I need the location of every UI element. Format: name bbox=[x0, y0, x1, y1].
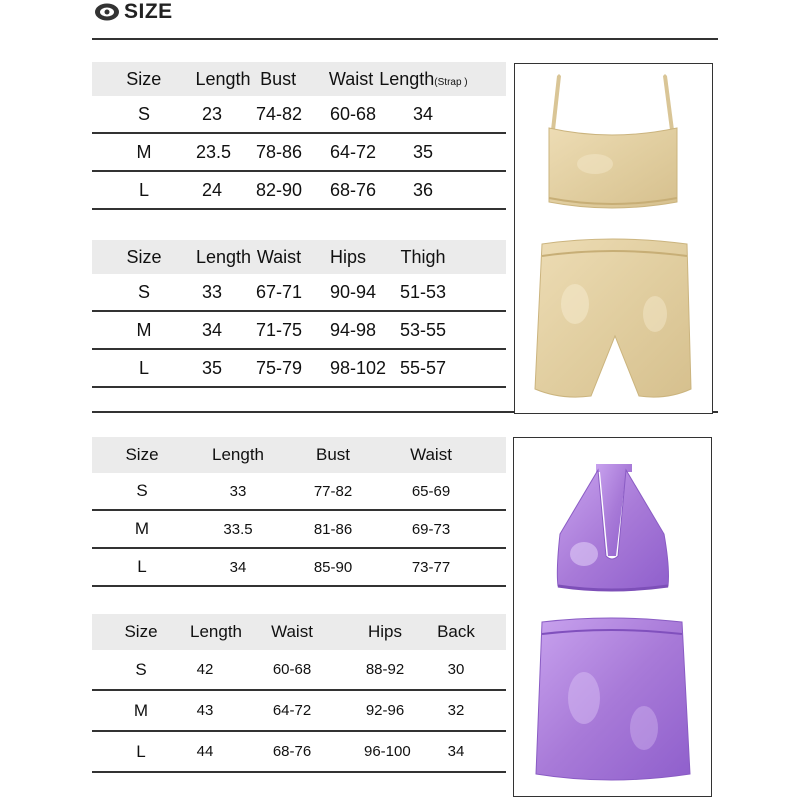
skirt-shape bbox=[536, 618, 690, 780]
cell-size: L bbox=[137, 557, 147, 576]
cell-size: S bbox=[135, 659, 147, 679]
cell-size: M bbox=[136, 141, 152, 162]
col-header-bust: Bust bbox=[315, 445, 351, 464]
cell-length: 33 bbox=[229, 482, 247, 500]
cell-length: 35 bbox=[201, 357, 223, 378]
cell-hips: 96-100 bbox=[364, 743, 411, 760]
col-header-back: Back bbox=[437, 622, 475, 641]
size-table-shorts bbox=[92, 240, 506, 388]
cell-waist: 75-79 bbox=[255, 357, 303, 378]
cami-strap-right bbox=[663, 74, 674, 130]
table-row bbox=[92, 650, 506, 691]
col-header-size: Size bbox=[126, 68, 162, 89]
cell-waist: 69-73 bbox=[411, 520, 451, 538]
product-photo-beige-set bbox=[514, 63, 713, 414]
cell-waist: 60-68 bbox=[272, 661, 312, 678]
table-header-row bbox=[92, 437, 506, 473]
table-row bbox=[92, 134, 506, 172]
col-header-waist: Waist bbox=[271, 622, 313, 641]
cell-waist: 73-77 bbox=[411, 558, 451, 576]
col-header-length: Length bbox=[196, 246, 252, 267]
cell-bust: 81-86 bbox=[313, 520, 353, 538]
col-header-strap-length bbox=[339, 69, 506, 90]
cell-length: 24 bbox=[201, 179, 223, 200]
cell-length: 44 bbox=[196, 743, 214, 760]
table-header-row bbox=[92, 240, 506, 274]
cell-waist: 67-71 bbox=[255, 281, 303, 302]
page-title: SIZE bbox=[124, 0, 173, 23]
cell-hips: 98-102 bbox=[330, 357, 387, 378]
table-row bbox=[92, 473, 506, 511]
size-table-skirt bbox=[92, 614, 506, 773]
cell-thigh: 51-53 bbox=[399, 281, 447, 302]
cell-length: 42 bbox=[196, 661, 214, 678]
cell-length: 23 bbox=[201, 103, 223, 124]
cell-thigh: 53-55 bbox=[399, 319, 447, 340]
cell-length: 43 bbox=[196, 702, 214, 719]
product-photo-purple-set bbox=[513, 437, 712, 797]
cell-strap-length: 36 bbox=[412, 179, 434, 200]
cell-size: L bbox=[136, 741, 146, 761]
cell-waist: 65-69 bbox=[411, 482, 451, 500]
col-header-length: Length bbox=[190, 622, 242, 641]
cell-size: S bbox=[136, 481, 148, 500]
table-row bbox=[92, 691, 506, 732]
col-header-length: Length bbox=[212, 445, 264, 464]
purple-set-illustration bbox=[514, 438, 711, 796]
col-header-size: Size bbox=[126, 246, 162, 267]
table-row bbox=[92, 312, 506, 350]
table-row bbox=[92, 732, 506, 773]
table-row bbox=[92, 350, 506, 388]
col-header-hips: Hips bbox=[330, 246, 367, 267]
cell-hips: 88-92 bbox=[365, 661, 405, 678]
size-table-cami-top bbox=[92, 62, 506, 210]
cell-size: L bbox=[138, 357, 149, 378]
cell-bust: 77-82 bbox=[313, 482, 353, 500]
cell-waist: 64-72 bbox=[330, 141, 377, 162]
header-rule bbox=[92, 38, 718, 40]
table-row bbox=[92, 549, 506, 587]
col-header-thigh: Thigh bbox=[400, 246, 446, 267]
cell-size: S bbox=[137, 103, 150, 124]
cell-length: 23.5 bbox=[196, 141, 232, 162]
cell-hips: 92-96 bbox=[365, 702, 405, 719]
cell-size: M bbox=[136, 319, 152, 340]
table-row bbox=[92, 96, 506, 134]
size-table-halter-top bbox=[92, 437, 506, 587]
cell-size: M bbox=[133, 700, 149, 720]
table-row bbox=[92, 274, 506, 312]
cell-waist: 60-68 bbox=[330, 103, 377, 124]
cell-size: S bbox=[137, 281, 150, 302]
table-row bbox=[92, 511, 506, 549]
cell-back: 32 bbox=[447, 702, 465, 719]
cami-strap-left bbox=[551, 74, 561, 130]
cell-length: 33 bbox=[201, 281, 223, 302]
col-header-waist: Waist bbox=[328, 68, 374, 89]
col-header-hips: Hips bbox=[367, 622, 402, 641]
cell-waist: 68-76 bbox=[272, 743, 312, 760]
cell-bust: 85-90 bbox=[313, 558, 353, 576]
size-logo-icon bbox=[94, 2, 120, 22]
beige-set-illustration bbox=[515, 64, 712, 413]
cell-length: 34 bbox=[229, 558, 247, 576]
col-header-bust: Bust bbox=[260, 68, 297, 89]
cell-back: 30 bbox=[447, 661, 465, 678]
cell-size: L bbox=[138, 179, 149, 200]
table-header-row bbox=[92, 62, 506, 96]
shorts-shape bbox=[535, 239, 691, 397]
cell-size: M bbox=[134, 519, 150, 538]
cell-waist: 64-72 bbox=[272, 702, 312, 719]
cell-hips: 94-98 bbox=[330, 319, 377, 340]
cell-strap-length: 34 bbox=[412, 103, 434, 124]
cami-top-shape bbox=[549, 128, 677, 208]
cell-length: 34 bbox=[201, 319, 223, 340]
table-header-row bbox=[92, 614, 506, 650]
cell-bust: 78-86 bbox=[255, 141, 303, 162]
cell-thigh: 55-57 bbox=[399, 357, 447, 378]
cell-bust: 74-82 bbox=[255, 103, 303, 124]
col-header-size: Size bbox=[125, 445, 159, 464]
cell-back: 34 bbox=[447, 743, 465, 760]
col-header-length: Length bbox=[195, 68, 251, 89]
strap-suffix: (Strap ) bbox=[434, 76, 468, 88]
cell-bust: 82-90 bbox=[255, 179, 303, 200]
cell-hips: 90-94 bbox=[330, 281, 377, 302]
col-header-waist: Waist bbox=[410, 445, 452, 464]
strap-length-label: Length bbox=[379, 68, 435, 89]
page-header bbox=[94, 0, 173, 24]
cell-strap-length: 35 bbox=[412, 141, 434, 162]
cell-waist: 71-75 bbox=[255, 319, 303, 340]
cell-waist: 68-76 bbox=[330, 179, 377, 200]
col-header-size: Size bbox=[124, 622, 158, 641]
table-row bbox=[92, 172, 506, 210]
col-header-waist: Waist bbox=[256, 246, 302, 267]
cell-length: 33.5 bbox=[223, 520, 253, 538]
